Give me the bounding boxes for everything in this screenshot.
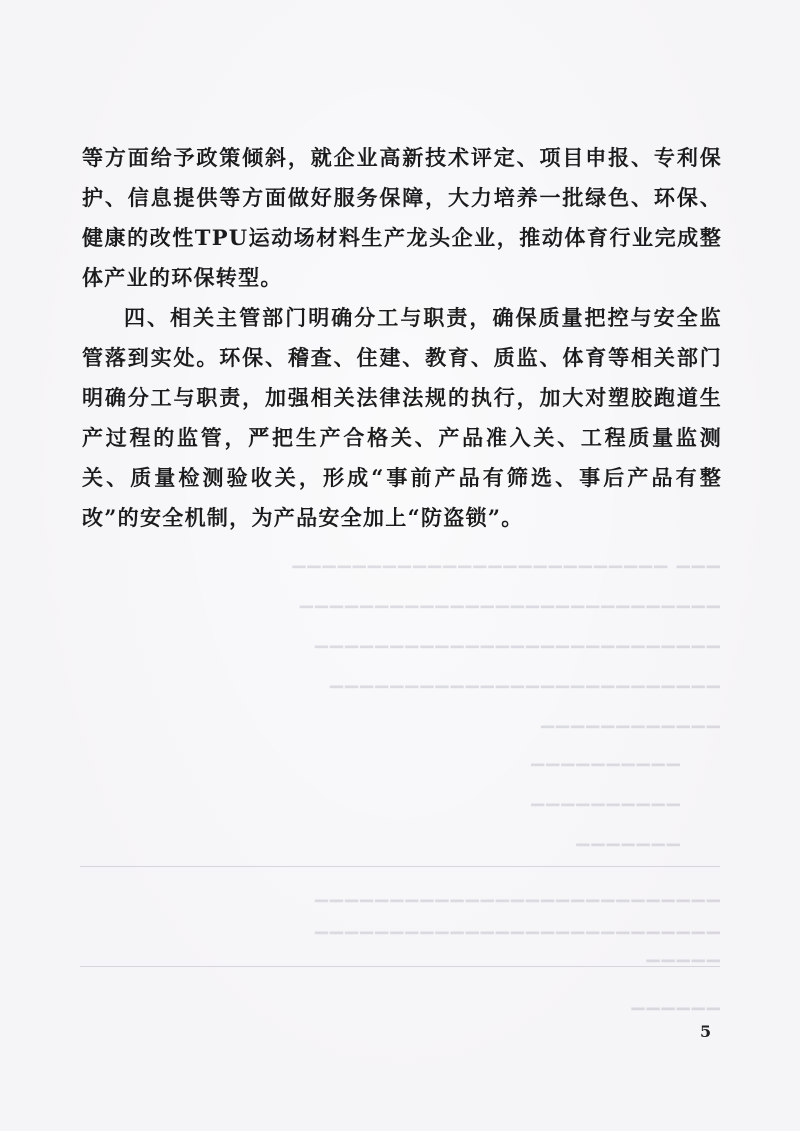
bleed-through-rule bbox=[80, 966, 720, 967]
bleed-through-line: ▁▁▁▁▁▁▁▁▁▁ bbox=[529, 787, 680, 807]
paragraph-section-four: 四、相关主管部门明确分工与职责，确保质量把控与安全监管落到实处。环保、稽查、住建、教育、质监、体育等相关部门明确分工与职责，加强相关法律法规的执行，加大对塑胶跑道生产过程的监管，严把生产合格关、产品准入关、工程质量监测关、质量检测验收关，形成“事前产品有筛选、事后产品有整改”的安全机制，为产品安全加上“防盗锁”。 bbox=[82, 305, 722, 530]
bleed-through-line: ▁▁▁▁▁▁▁▁▁▁▁▁▁▁▁▁▁▁▁▁▁▁▁▁▁▁▁ bbox=[313, 629, 720, 649]
bleed-through-line: ▁▁▁▁▁▁▁▁▁▁▁▁▁▁▁▁▁▁▁▁▁▁▁▁▁▁▁ bbox=[313, 915, 720, 935]
bleed-through-line: ▁▁▁▁▁▁▁▁▁▁▁▁ bbox=[539, 709, 720, 729]
bleed-through-line: ▁▁▁▁▁ bbox=[644, 943, 720, 963]
bleed-through-line: ▁▁▁▁▁▁▁ bbox=[574, 827, 680, 847]
paragraph-continuation: 等方面给予政策倾斜，就企业高新技术评定、项目申报、专利保护、信息提供等方面做好服务保障，大力培养一批绿色、环保、健康的改性TPU运动场材料生产龙头企业，推动体育行业完成整体产业的环保转型。 bbox=[82, 145, 722, 290]
bleed-through-line: ▁▁▁▁▁▁▁▁▁▁▁▁▁▁▁▁▁▁▁▁▁▁▁▁▁▁▁ bbox=[313, 883, 720, 903]
bleed-through-line: ▁▁▁▁▁▁▁▁▁▁ bbox=[529, 747, 680, 767]
bleed-through-line: ▁▁▁▁▁▁▁▁▁▁▁▁▁▁▁▁▁▁▁▁▁▁▁▁▁▁▁▁ bbox=[297, 589, 720, 609]
bleed-through-line: ▁▁▁▁▁▁▁▁▁▁▁▁▁▁▁▁▁▁▁▁▁▁▁▁▁▁ bbox=[328, 669, 720, 689]
bleed-through-line: ▁▁▁ ▁▁▁▁▁▁▁▁▁▁▁▁▁▁▁▁▁▁▁▁▁▁▁▁▁ bbox=[290, 549, 720, 569]
bleed-through-rule bbox=[80, 866, 720, 867]
page-number: 5 bbox=[700, 1022, 712, 1041]
bleed-through-line: ▁▁▁▁▁▁ bbox=[629, 991, 720, 1011]
document-body bbox=[82, 138, 722, 538]
